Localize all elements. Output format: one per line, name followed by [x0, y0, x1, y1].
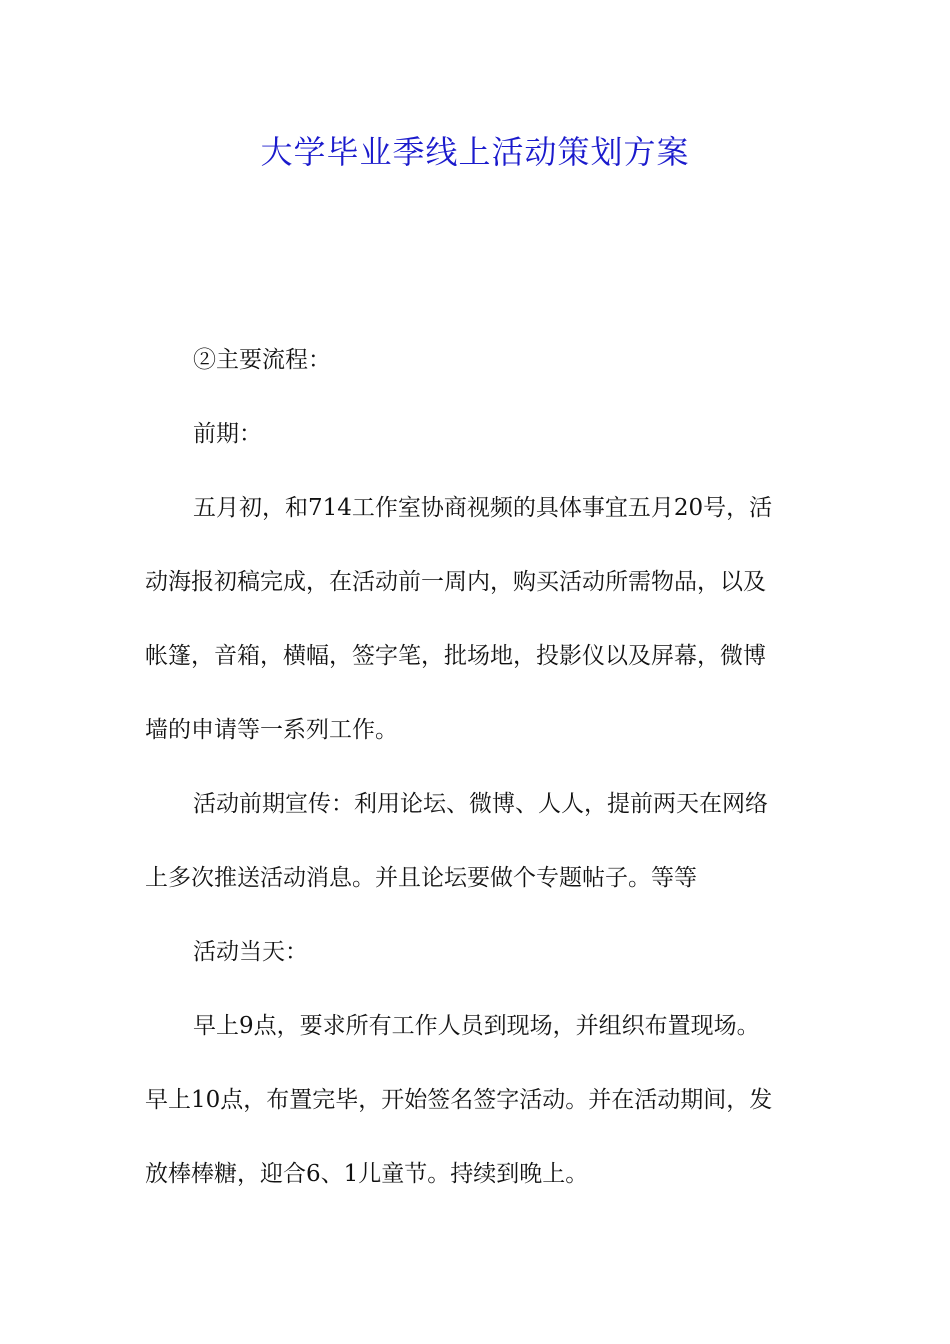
paragraph-early-tasks	[145, 484, 807, 754]
document-body	[145, 336, 807, 1224]
text-line: 上多次推送活动消息。并且论坛要做个专题帖子。等等	[145, 865, 697, 891]
text-line: 前期：	[193, 421, 262, 447]
text-line: 五月初，和714工作室协商视频的具体事宜五月20号，活	[193, 495, 773, 521]
document-title: 大学毕业季线上活动策划方案	[260, 133, 690, 171]
text-line: 动海报初稿完成，在活动前一周内，购买活动所需物品，以及	[145, 569, 766, 595]
paragraph-promotion	[145, 780, 807, 902]
text-line: 早上10点，布置完毕，开始签名签字活动。并在活动期间，发	[145, 1087, 773, 1113]
paragraph-event-day	[145, 928, 807, 976]
paragraph-early-stage	[145, 410, 807, 458]
text-line: ②主要流程：	[193, 347, 331, 373]
text-line: 帐篷，音箱，横幅，签字笔，批场地，投影仪以及屏幕，微博	[145, 643, 766, 669]
text-line: 早上9点，要求所有工作人员到现场，并组织布置现场。	[193, 1013, 760, 1039]
text-line: 放棒棒糖，迎合6、1儿童节。持续到晚上。	[145, 1161, 589, 1187]
text-line: 活动前期宣传：利用论坛、微博、人人，提前两天在网络	[193, 791, 768, 817]
paragraph-10am	[145, 1076, 807, 1198]
text-line: 活动当天：	[193, 939, 308, 965]
paragraph-main-process	[145, 336, 807, 384]
text-line: 墙的申请等一系列工作。	[145, 717, 398, 743]
paragraph-9am	[145, 1002, 807, 1050]
